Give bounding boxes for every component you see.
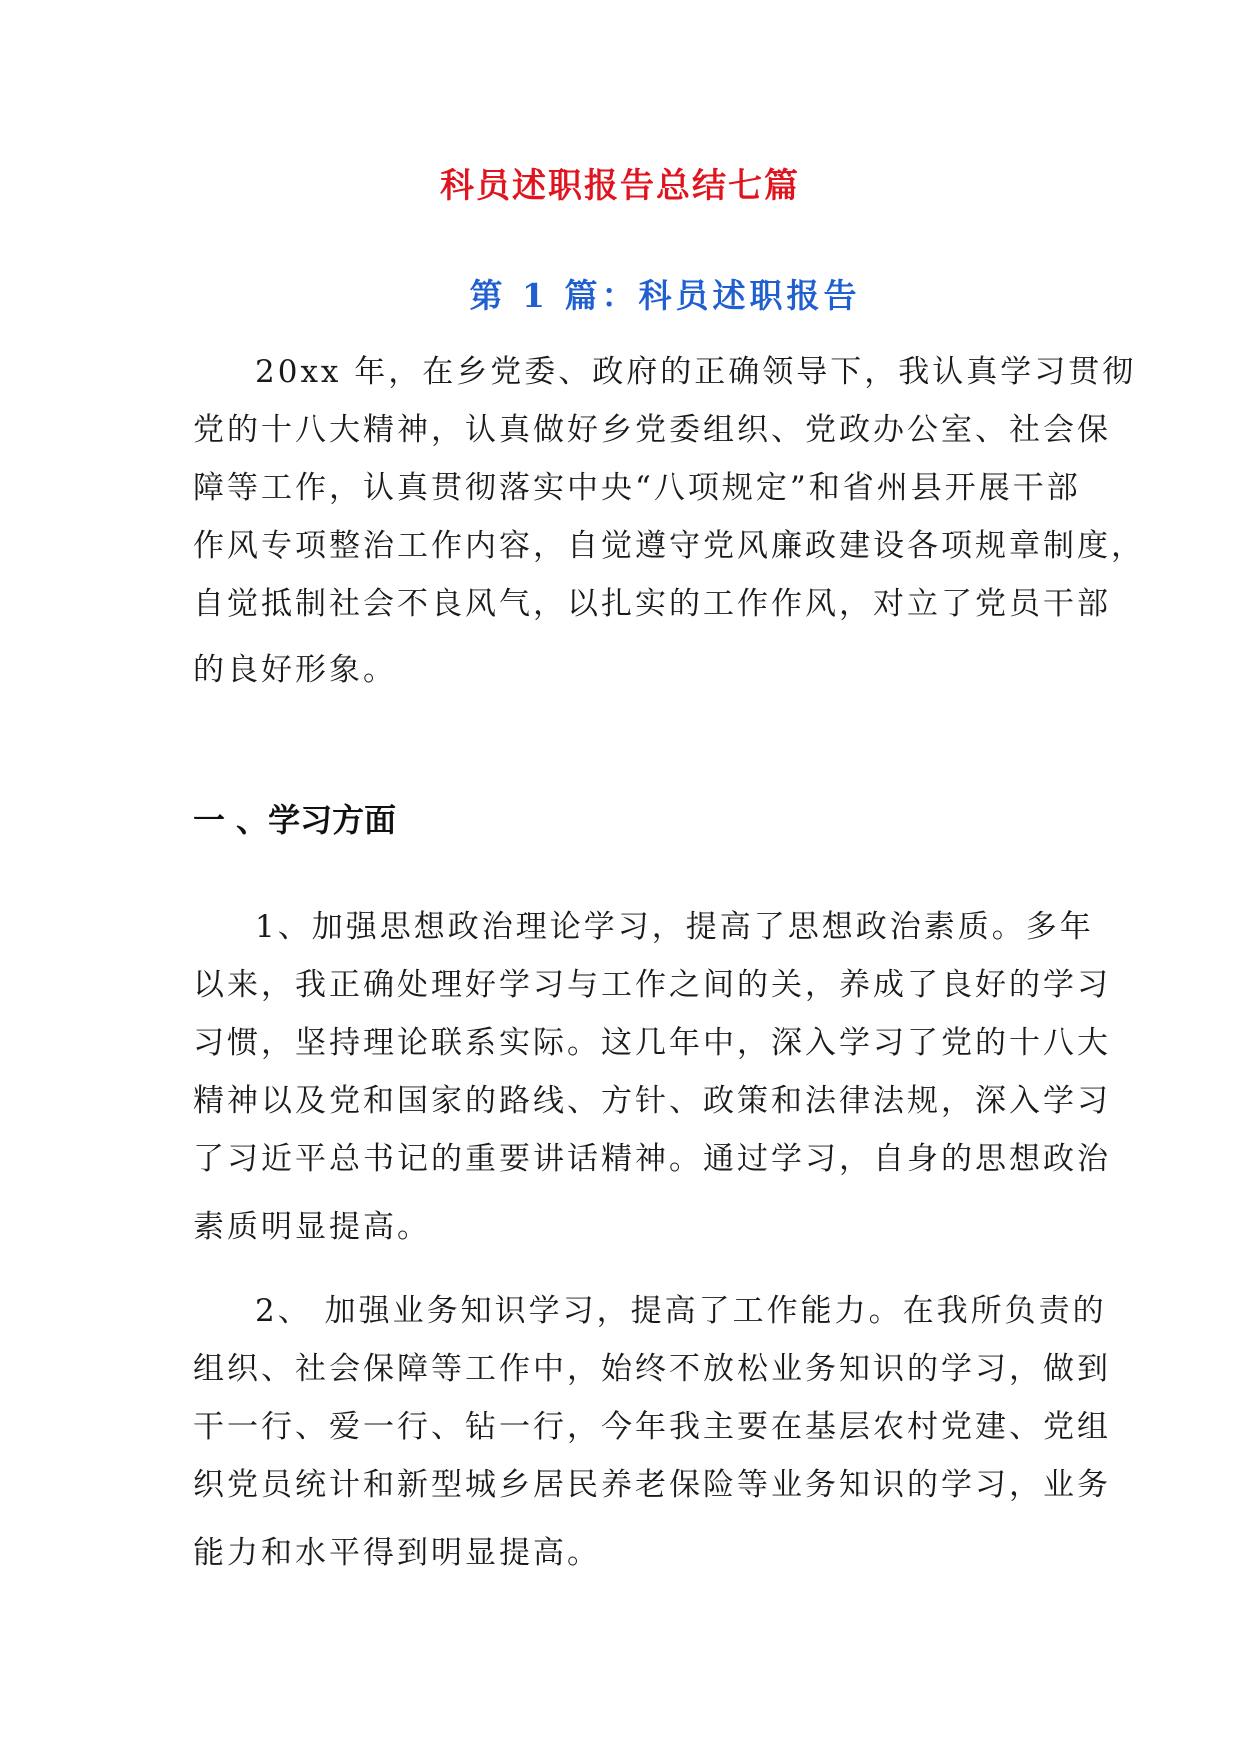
paragraph-line: 精神以及党和国家的路线、方针、政策和法律法规，深入学习 (193, 1083, 1111, 1119)
paragraph-line: 组织、社会保障等工作中，始终不放松业务知识的学习，做到 (193, 1351, 1111, 1387)
paragraph-line: 2、 加强业务知识学习，提高了工作能力。在我所负责的 (255, 1293, 1107, 1329)
paragraph-line: 党的十八大精神，认真做好乡党委组织、党政办公室、社会保 (193, 412, 1111, 448)
paragraph-line: 作风专项整治工作内容，自觉遵守党风廉政建设各项规章制度， (193, 528, 1145, 564)
item2-paragraph (193, 1282, 1111, 1582)
section-heading-study: 一 、学习方面 (193, 801, 397, 839)
intro-paragraph (193, 343, 1145, 699)
paragraph-line: 能力和水平得到明显提高。 (193, 1535, 601, 1571)
paragraph-line: 素质明显提高。 (193, 1209, 431, 1245)
paragraph-line: 自觉抵制社会不良风气，以扎实的工作作风，对立了党员干部 (193, 586, 1111, 622)
paragraph-line: 以来，我正确处理好学习与工作之间的关，养成了良好的学习 (193, 967, 1111, 1003)
paragraph-line: 20xx 年，在乡党委、政府的正确领导下，我认真学习贯彻 (255, 354, 1137, 390)
paragraph-line: 习惯，坚持理论联系实际。这几年中，深入学习了党的十八大 (193, 1025, 1111, 1061)
paragraph-line: 了习近平总书记的重要讲话精神。通过学习，自身的思想政治 (193, 1141, 1111, 1177)
paragraph-line: 的良好形象。 (193, 652, 397, 688)
document-title: 科员述职报告总结七篇 (440, 166, 800, 206)
section-title: 第 1 篇：科员述职报告 (469, 276, 861, 315)
paragraph-line: 障等工作，认真贯彻落实中央“八项规定”和省州县开展干部 (193, 470, 1081, 506)
item1-paragraph (193, 898, 1111, 1256)
paragraph-line: 织党员统计和新型城乡居民养老保险等业务知识的学习，业务 (193, 1467, 1111, 1503)
paragraph-line: 干一行、爱一行、钻一行，今年我主要在基层农村党建、党组 (193, 1409, 1111, 1445)
paragraph-line: 1、加强思想政治理论学习，提高了思想政治素质。多年 (255, 909, 1094, 945)
